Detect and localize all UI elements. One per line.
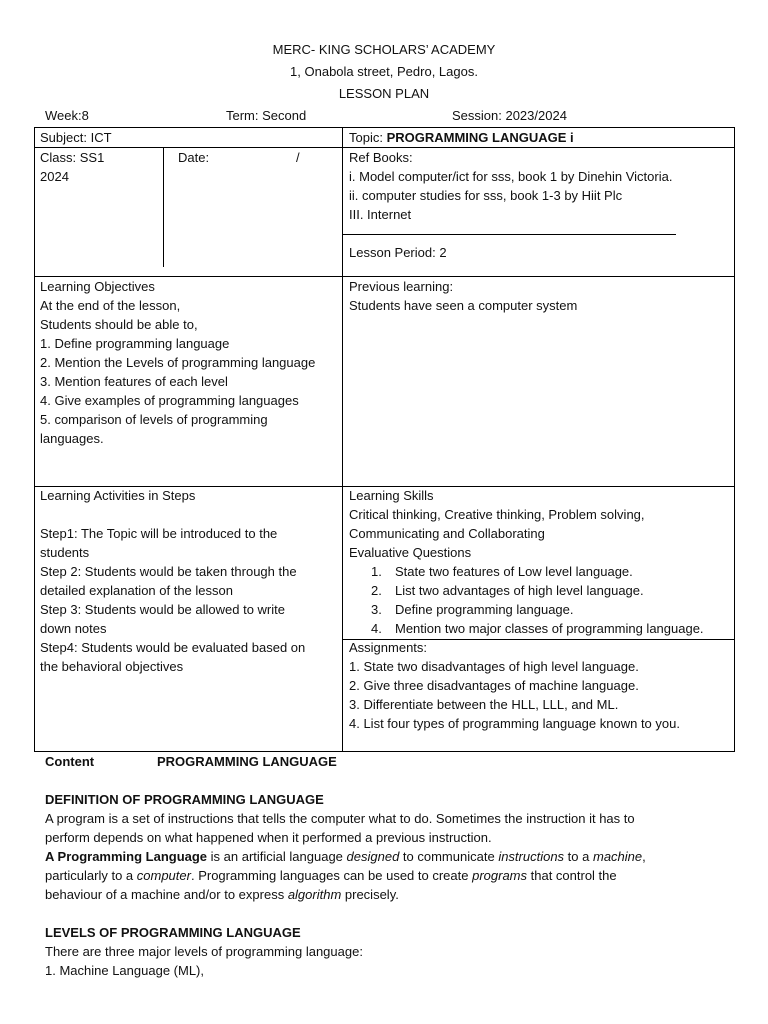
activity-step: students	[40, 545, 90, 560]
levels-item: 1. Machine Language (ML),	[45, 963, 204, 978]
ref-books-underline	[342, 234, 676, 235]
assignment-item: 4. List four types of programming language known to you.	[349, 716, 680, 731]
evaluative-question: 1. State two features of Low level language.	[371, 564, 633, 579]
lesson-period: Lesson Period: 2	[349, 245, 447, 260]
objectives-item: 3. Mention features of each level	[40, 374, 228, 389]
assignments-cell	[349, 638, 680, 733]
previous-learning-text: Students have seen a computer system	[349, 298, 578, 313]
ref-book-item: ii. computer studies for sss, book 1-3 by Hiit Plc	[349, 188, 623, 203]
week-label: Week:8	[45, 108, 89, 123]
definition-paragraph: particularly to a computer. Programming languages can be used to create programs that control the	[45, 868, 617, 883]
topic-value: PROGRAMMING LANGUAGE i	[386, 130, 574, 145]
activity-step: Step4: Students would be evaluated based on	[40, 640, 306, 655]
subject-cell	[40, 128, 112, 147]
school-address: 1, Onabola street, Pedro, Lagos.	[290, 64, 478, 79]
levels-heading: LEVELS OF PROGRAMMING LANGUAGE	[45, 925, 301, 940]
ref-books-heading: Ref Books:	[349, 150, 413, 165]
activity-step: detailed explanation of the lesson	[40, 583, 233, 598]
ref-book-item: III. Internet	[349, 207, 412, 222]
activities-heading: Learning Activities in Steps	[40, 488, 196, 503]
previous-learning-cell	[349, 277, 577, 315]
objectives-cell	[40, 277, 315, 448]
subject-text: Subject: ICT	[40, 130, 112, 145]
class-text: Class: SS1	[40, 150, 105, 165]
skills-heading: Learning Skills	[349, 488, 434, 503]
activity-step: Step 2: Students would be taken through the	[40, 564, 297, 579]
assignments-heading: Assignments:	[349, 640, 428, 655]
skills-text: Critical thinking, Creative thinking, Problem solving,	[349, 507, 645, 522]
session-label: Session: 2023/2024	[452, 108, 567, 123]
ref-book-item: i. Model computer/ict for sss, book 1 by Dinehin Victoria.	[349, 169, 673, 184]
ref-books-cell	[349, 148, 672, 224]
assignment-item: 1. State two disadvantages of high level language.	[349, 659, 639, 674]
levels-intro: There are three major levels of programming language:	[45, 944, 363, 959]
lesson-plan-table	[34, 127, 735, 752]
topic-prefix: Topic:	[349, 130, 387, 145]
content-section	[45, 752, 735, 980]
content-title: PROGRAMMING LANGUAGE	[157, 754, 337, 769]
objectives-item: 1. Define programming language	[40, 336, 230, 351]
date-separator: /	[296, 150, 300, 165]
activity-step: down notes	[40, 621, 107, 636]
table-border-left	[34, 127, 35, 752]
previous-learning-heading: Previous learning:	[349, 279, 454, 294]
year-text: 2024	[40, 169, 69, 184]
definition-paragraph: A Programming Language is an artificial language designed to communicate instructions to a machine,	[45, 849, 646, 864]
term-label: Term: Second	[226, 108, 307, 123]
document-title: LESSON PLAN	[338, 86, 430, 101]
definition-paragraph: behaviour of a machine and/or to express algorithm precisely.	[45, 887, 399, 902]
class-cell	[40, 148, 104, 186]
objectives-heading: Learning Objectives	[40, 279, 155, 294]
table-divider	[342, 127, 343, 752]
activity-step: the behavioral objectives	[40, 659, 184, 674]
evaluative-question: 3. Define programming language.	[371, 602, 574, 617]
school-name: MERC- KING SCHOLARS’ ACADEMY	[272, 42, 496, 57]
objectives-item: 2. Mention the Levels of programming language	[40, 355, 316, 370]
skills-cell	[349, 486, 704, 638]
definition-text: perform depends on what happened when it performed a previous instruction.	[45, 830, 492, 845]
activity-step: Step 3: Students would be allowed to write	[40, 602, 285, 617]
activities-cell	[40, 486, 305, 676]
definition-heading: DEFINITION OF PROGRAMMING LANGUAGE	[45, 792, 324, 807]
skills-text: Communicating and Collaborating	[349, 526, 545, 541]
topic-cell	[349, 128, 574, 147]
assignment-item: 3. Differentiate between the HLL, LLL, and ML.	[349, 697, 619, 712]
class-date-divider	[163, 147, 164, 267]
assignment-item: 2. Give three disadvantages of machine language.	[349, 678, 639, 693]
evaluative-questions-heading: Evaluative Questions	[349, 545, 472, 560]
evaluative-question: 4. Mention two major classes of programming language.	[371, 621, 704, 636]
evaluative-question: 2. List two advantages of high level language.	[371, 583, 644, 598]
table-border-right	[734, 127, 735, 752]
date-label: Date:	[178, 150, 210, 165]
definition-text: A program is a set of instructions that tells the computer what to do. Sometimes the instruction it has to	[45, 811, 635, 826]
objectives-item: languages.	[40, 431, 104, 446]
objectives-item: 4. Give examples of programming languages	[40, 393, 299, 408]
activity-step: Step1: The Topic will be introduced to the	[40, 526, 278, 541]
objectives-line: At the end of the lesson,	[40, 298, 181, 313]
objectives-line: Students should be able to,	[40, 317, 198, 332]
content-label: Content	[45, 754, 95, 769]
objectives-item: 5. comparison of levels of programming	[40, 412, 268, 427]
